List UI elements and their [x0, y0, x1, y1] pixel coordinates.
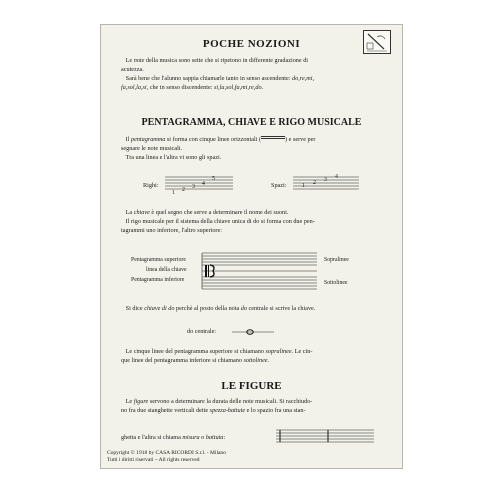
spazi-label: Spazi: [271, 182, 287, 189]
paragraph-misura: ghetta e l'altra si chiama misura o battuta: [121, 434, 226, 441]
grand-staff [202, 251, 317, 291]
righi-number: 4 [202, 181, 205, 187]
righi-number: 1 [172, 190, 175, 196]
label-pentagramma-inferiore: Pentagramma inferiore [131, 277, 185, 283]
paragraph-sopralinee: Le cinque linee del pentagramma superiore si chiamano sopralinee. Le cin- que linee del pentagramma inferiore si chiamano sottolinee. [121, 348, 313, 364]
paragraph-chiave: La chiave è quel segno che serve a determinare il nome dei suoni. Il rigo musicale per il sistema della chiave unica di do si forma con due pen- tagrammi uno inferiore, l'altro superiore: [121, 209, 315, 234]
righi-staff [165, 172, 233, 194]
section-title-poche-nozioni: POCHE NOZIONI [202, 38, 301, 50]
spazi-number: 1 [302, 183, 305, 189]
spazi-number: 2 [313, 180, 316, 186]
misura-staff [276, 427, 374, 445]
righi-label: Righi: [143, 182, 159, 189]
section-title-pentagramma: PENTAGRAMMA, CHIAVE E RIGO MUSICALE [141, 117, 362, 128]
righi-number: 2 [182, 187, 185, 193]
label-sottolinee: Sottolinee [324, 280, 348, 286]
label-pentagramma-superiore: Pentagramma superiore [131, 257, 186, 263]
do-centrale-line [232, 327, 274, 337]
paragraph-pentagramma: Il pentagramma si forma con cinque linee orizzontali ( ) e serve per segnare le note musicali. Tra una linea e l'altra vi sono gli spazi. [121, 136, 316, 161]
paragraph-note: Le note della musica sono sette che si ripetono in differente gradazione di acutezza. Sarà bene che l'alunno sappia chiamarle tanto in senso ascendente: do,re,mi, fa,sol,la,si, che in senso discendente: si,la,sol,fa,mi,re,do. [121, 57, 314, 91]
spazi-number: 3 [324, 177, 327, 183]
label-sopralinee: Sopralinee [324, 257, 349, 263]
label-linea-chiave: linea della chiave [146, 267, 187, 273]
paragraph-chiave-do: Si dice chiave di do perchè al posto della nota do centrale si scrive la chiave. [125, 305, 316, 312]
music-theory-page [100, 24, 403, 469]
spazi-number: 4 [335, 174, 338, 180]
copyright-footer: Copyright © 1918 by CASA RICORDI S.r.l. - Milano Tutti i diritti riservati – All rights reserved [107, 450, 226, 463]
righi-number: 3 [192, 184, 195, 190]
righi-number: 5 [212, 176, 215, 182]
label-do-centrale: do centrale: [187, 328, 217, 335]
paragraph-figure: Le figure servono a determinare la durata delle note musicali. Si racchiudo- no fra due stanghette verticali dette spezza-battute e lo spazio fra una stan- [121, 398, 313, 414]
section-title-le-figure: LE FIGURE [221, 380, 282, 392]
